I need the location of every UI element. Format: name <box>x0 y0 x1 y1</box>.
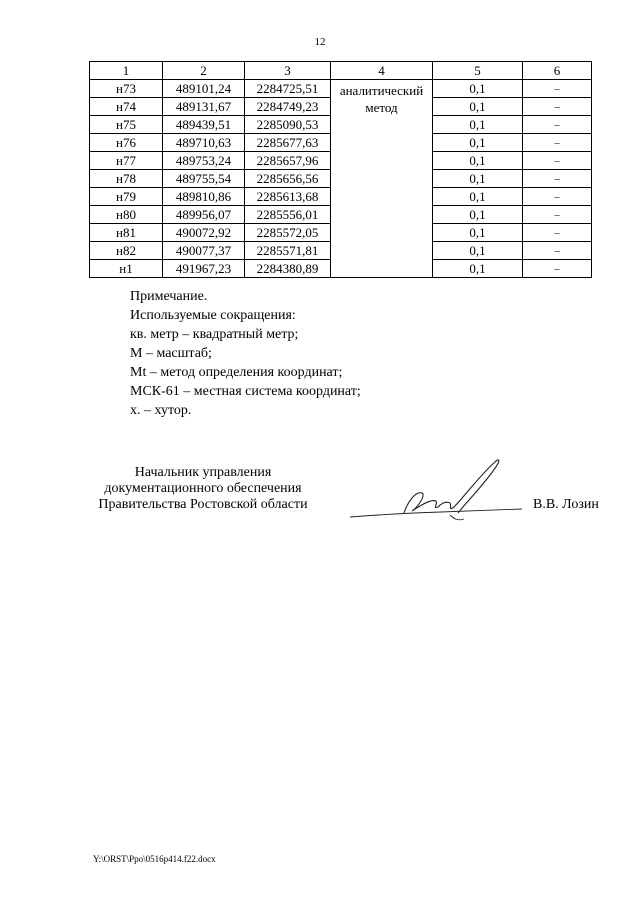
cell-point: н80 <box>90 206 163 224</box>
cell-accuracy: 0,1 <box>433 98 523 116</box>
cell-accuracy: 0,1 <box>433 134 523 152</box>
coordinates-table <box>89 61 592 278</box>
note-line: М – масштаб; <box>130 346 212 361</box>
note-line: х. – хутор. <box>130 403 192 418</box>
cell-accuracy: 0,1 <box>433 116 523 134</box>
cell-x: 490072,92 <box>163 224 245 242</box>
note-line: кв. метр – квадратный метр; <box>130 327 299 342</box>
cell-y: 2285090,53 <box>245 116 331 134</box>
note-block <box>130 287 361 420</box>
cell-y: 2285571,81 <box>245 242 331 260</box>
method-label: метод <box>365 100 398 115</box>
note-title: Примечание. <box>130 289 208 304</box>
column-header: 2 <box>163 62 245 80</box>
signatory-title-line: документационного обеспечения <box>104 481 302 496</box>
cell-accuracy: 0,1 <box>433 170 523 188</box>
cell-accuracy: 0,1 <box>433 152 523 170</box>
cell-extra: – <box>523 152 592 170</box>
cell-y: 2285656,56 <box>245 170 331 188</box>
signatory-title-line: Начальник управления <box>134 465 272 480</box>
cell-y: 2285657,96 <box>245 152 331 170</box>
cell-x: 489101,24 <box>163 80 245 98</box>
cell-accuracy: 0,1 <box>433 260 523 278</box>
cell-point: н82 <box>90 242 163 260</box>
column-header: 1 <box>90 62 163 80</box>
note-line: Mt – метод определения координат; <box>130 365 343 380</box>
handwritten-signature-icon <box>346 455 526 530</box>
cell-extra: – <box>523 188 592 206</box>
cell-point: н76 <box>90 134 163 152</box>
column-header: 3 <box>245 62 331 80</box>
cell-extra: – <box>523 242 592 260</box>
method-label: аналитический <box>339 83 424 98</box>
cell-extra: – <box>523 224 592 242</box>
column-header: 5 <box>433 62 523 80</box>
cell-point: н81 <box>90 224 163 242</box>
cell-extra: – <box>523 206 592 224</box>
cell-accuracy: 0,1 <box>433 80 523 98</box>
cell-y: 2285572,05 <box>245 224 331 242</box>
signatory-name: В.В. Лозин <box>533 497 599 512</box>
cell-x: 490077,37 <box>163 242 245 260</box>
cell-y: 2285677,63 <box>245 134 331 152</box>
cell-point: н74 <box>90 98 163 116</box>
cell-point: н73 <box>90 80 163 98</box>
table-header-row <box>90 62 592 80</box>
signatory-title-line: Правительства Ростовской области <box>98 497 308 512</box>
cell-method <box>331 80 433 278</box>
cell-accuracy: 0,1 <box>433 188 523 206</box>
cell-y: 2284380,89 <box>245 260 331 278</box>
cell-point: н79 <box>90 188 163 206</box>
cell-x: 489810,86 <box>163 188 245 206</box>
cell-y: 2284725,51 <box>245 80 331 98</box>
cell-x: 489131,67 <box>163 98 245 116</box>
note-line: Используемые сокращения: <box>130 308 296 323</box>
cell-accuracy: 0,1 <box>433 206 523 224</box>
cell-x: 489956,07 <box>163 206 245 224</box>
column-header: 6 <box>523 62 592 80</box>
cell-extra: – <box>523 98 592 116</box>
cell-x: 489710,63 <box>163 134 245 152</box>
footer-file-path: Y:\ORST\Ppo\0516p414.f22.docx <box>93 854 216 864</box>
cell-extra: – <box>523 260 592 278</box>
cell-point: н1 <box>90 260 163 278</box>
cell-x: 489439,51 <box>163 116 245 134</box>
cell-accuracy: 0,1 <box>433 224 523 242</box>
column-header: 4 <box>331 62 433 80</box>
cell-y: 2285556,01 <box>245 206 331 224</box>
signatory-title <box>86 465 320 513</box>
cell-x: 489753,24 <box>163 152 245 170</box>
cell-extra: – <box>523 134 592 152</box>
cell-point: н78 <box>90 170 163 188</box>
cell-y: 2285613,68 <box>245 188 331 206</box>
page-number: 12 <box>314 36 326 48</box>
cell-x: 491967,23 <box>163 260 245 278</box>
cell-extra: – <box>523 116 592 134</box>
cell-extra: – <box>523 80 592 98</box>
cell-point: н75 <box>90 116 163 134</box>
cell-point: н77 <box>90 152 163 170</box>
table-row <box>90 80 592 98</box>
table-body <box>90 80 592 278</box>
cell-y: 2284749,23 <box>245 98 331 116</box>
cell-accuracy: 0,1 <box>433 242 523 260</box>
cell-extra: – <box>523 170 592 188</box>
cell-x: 489755,54 <box>163 170 245 188</box>
note-line: МСК-61 – местная система координат; <box>130 384 361 399</box>
